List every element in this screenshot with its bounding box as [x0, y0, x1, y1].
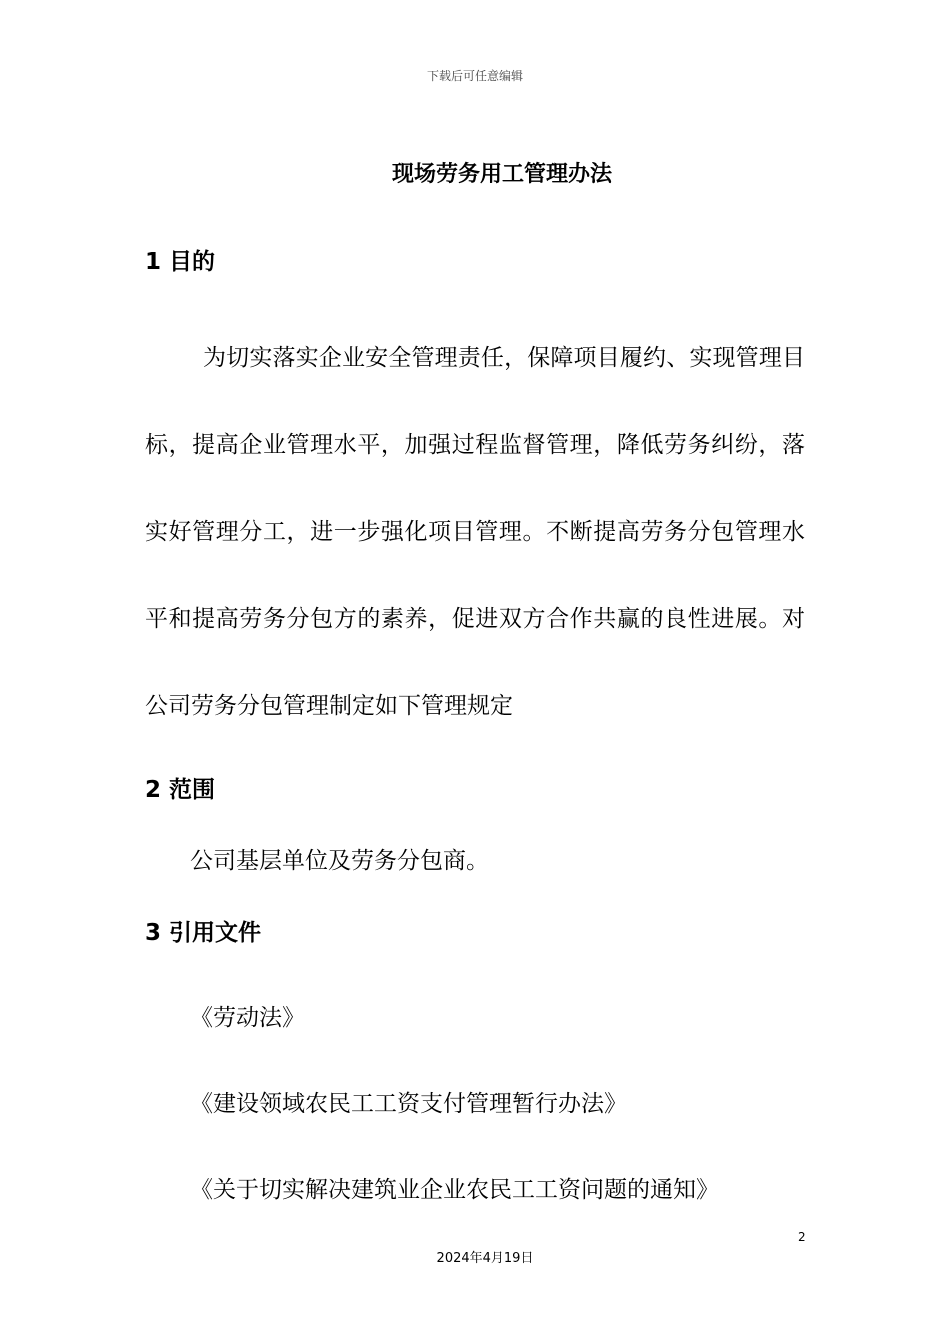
reference-item: 《关于切实解决建筑业企业农民工工资问题的通知》 — [190, 1177, 719, 1203]
section-paragraph-purpose: 为切实落实企业安全管理责任，保障项目履约、实现管理目标，提高企业管理水平，加强过程监督管理，降低劳务纠纷，落实好管理分工，进一步强化项目管理。不断提高劳务分包管理水平和提高劳务分包方的素养，促进双方合作共赢的良性进展。对公司劳务分包管理制定如下管理规定 — [145, 345, 805, 719]
document-body — [145, 245, 805, 1207]
reference-item: 《建设领域农民工工资支付管理暂行办法》 — [190, 1091, 627, 1117]
section-heading-scope: 2 范围 — [145, 777, 216, 803]
page-number: 2 — [798, 1230, 806, 1244]
document-title: 现场劳务用工管理办法 — [391, 162, 612, 187]
section-heading-purpose: 1 目的 — [145, 249, 216, 275]
section-heading-references: 3 引用文件 — [145, 920, 262, 946]
reference-item: 《劳动法》 — [190, 1005, 305, 1031]
section-line-scope: 公司基层单位及劳务分包商。 — [190, 848, 489, 874]
header-note: 下载后可任意编辑 — [426, 69, 523, 83]
footer-date: 2024年4月19日 — [436, 1251, 534, 1266]
